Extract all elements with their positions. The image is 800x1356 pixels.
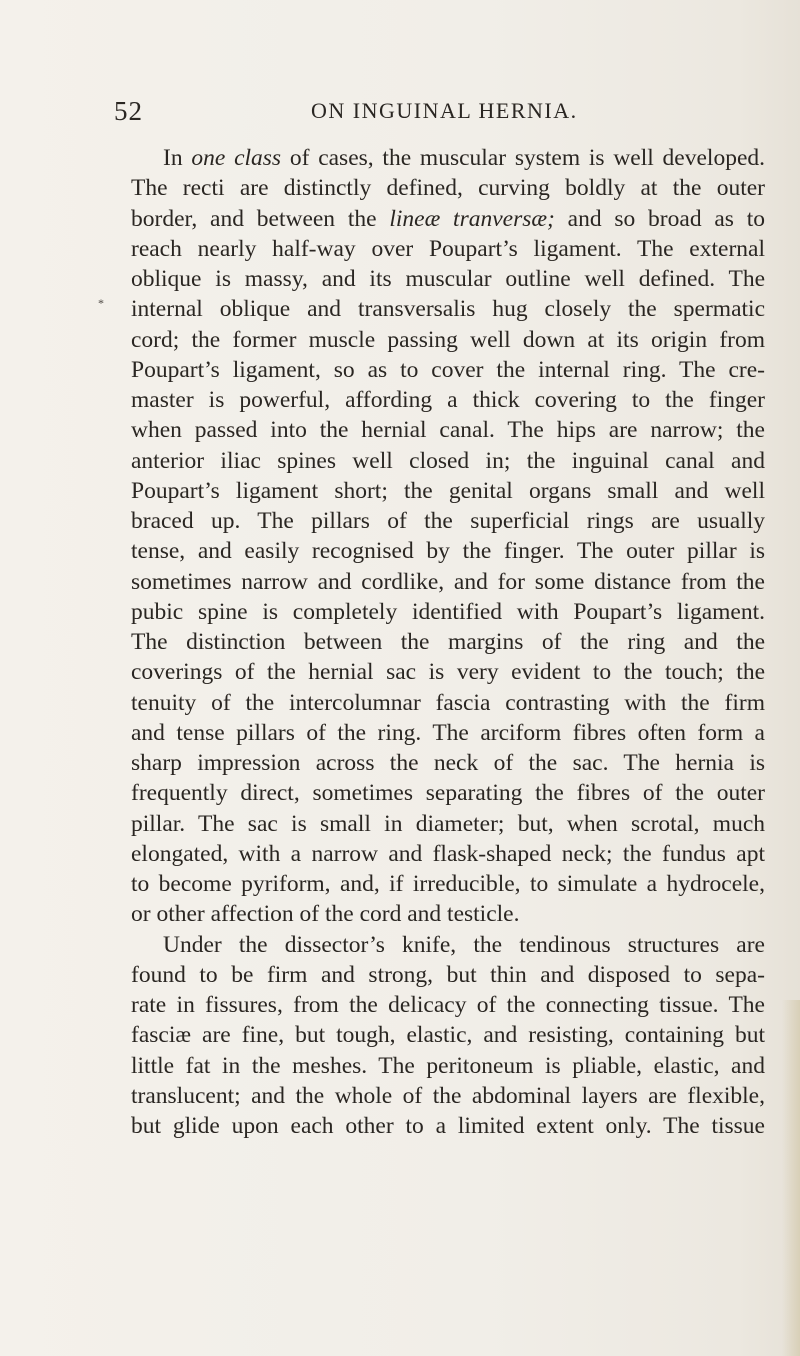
text-line: The distinction between the margins of the ring and the — [131, 629, 765, 655]
text-line: anterior iliac spines well closed in; the inguinal canal and — [131, 447, 765, 474]
text-line: The recti are distinctly defined, curving boldly at the outer — [131, 175, 765, 202]
text-line: elongated, with a narrow and flask-shaped neck; the fundus apt — [131, 840, 765, 867]
page-header — [114, 96, 754, 132]
text-line: rate in fissures, from the delicacy of the connecting tissue. The — [131, 992, 765, 1018]
text-line: when passed into the hernial canal. The hips are narrow; the — [131, 417, 765, 444]
text-line: Under the dissector’s knife, the tendinous structures are — [163, 931, 765, 958]
page-edge-stain — [782, 1000, 800, 1356]
body-text — [131, 143, 765, 1141]
text-line: reach nearly half-way over Poupart’s ligament. The external — [131, 235, 765, 262]
text-line: found to be firm and strong, but thin and disposed to sepa- — [131, 961, 765, 988]
text-line: border, and between the lineæ tranversæ; and so broad as to — [131, 205, 765, 232]
text-line: pillar. The sac is small in diameter; but, when scrotal, much — [131, 810, 765, 837]
text-line: or other affection of the cord and testicle. — [131, 901, 520, 928]
text-line: tense, and easily recognised by the finger. The outer pillar is — [131, 538, 765, 565]
text-line: pubic spine is completely identified with Poupart’s ligament. — [131, 598, 765, 625]
text-line: cord; the former muscle passing well down at its origin from — [131, 326, 765, 353]
text-line: oblique is massy, and its muscular outline well defined. The — [131, 266, 765, 292]
text-line: translucent; and the whole of the abdominal layers are flexible, — [131, 1082, 765, 1109]
text-line: frequently direct, sometimes separating the fibres of the outer — [131, 780, 765, 807]
margin-asterisk: * — [98, 296, 104, 310]
text-line: In one class of cases, the muscular system is well developed. — [163, 145, 766, 171]
text-line: Poupart’s ligament, so as to cover the internal ring. The cre- — [131, 356, 765, 383]
running-head: ON INGUINAL HERNIA. — [311, 98, 578, 123]
text-line: coverings of the hernial sac is very evident to the touch; the — [131, 659, 765, 686]
text-line: fasciæ are fine, but tough, elastic, and resisting, containing but — [131, 1022, 765, 1049]
text-line: Poupart’s ligament short; the genital organs small and well — [131, 477, 765, 504]
text-line: sometimes narrow and cordlike, and for some distance from the — [131, 568, 765, 595]
text-line: master is powerful, affording a thick covering to the finger — [131, 387, 765, 413]
text-line: and tense pillars of the ring. The arciform fibres often form a — [131, 719, 765, 746]
page-number: 52 — [114, 96, 143, 126]
text-line: sharp impression across the neck of the sac. The hernia is — [131, 750, 765, 776]
text-line: but glide upon each other to a limited extent only. The tissue — [131, 1113, 765, 1139]
text-line: internal oblique and transversalis hug closely the spermatic — [131, 296, 765, 323]
text-line: braced up. The pillars of the superficial rings are usually — [131, 508, 765, 534]
text-line: little fat in the meshes. The peritoneum is pliable, elastic, and — [131, 1052, 765, 1079]
text-line: tenuity of the intercolumnar fascia contrasting with the firm — [131, 689, 765, 716]
text-line: to become pyriform, and, if irreducible, to simulate a hydrocele, — [131, 871, 765, 897]
